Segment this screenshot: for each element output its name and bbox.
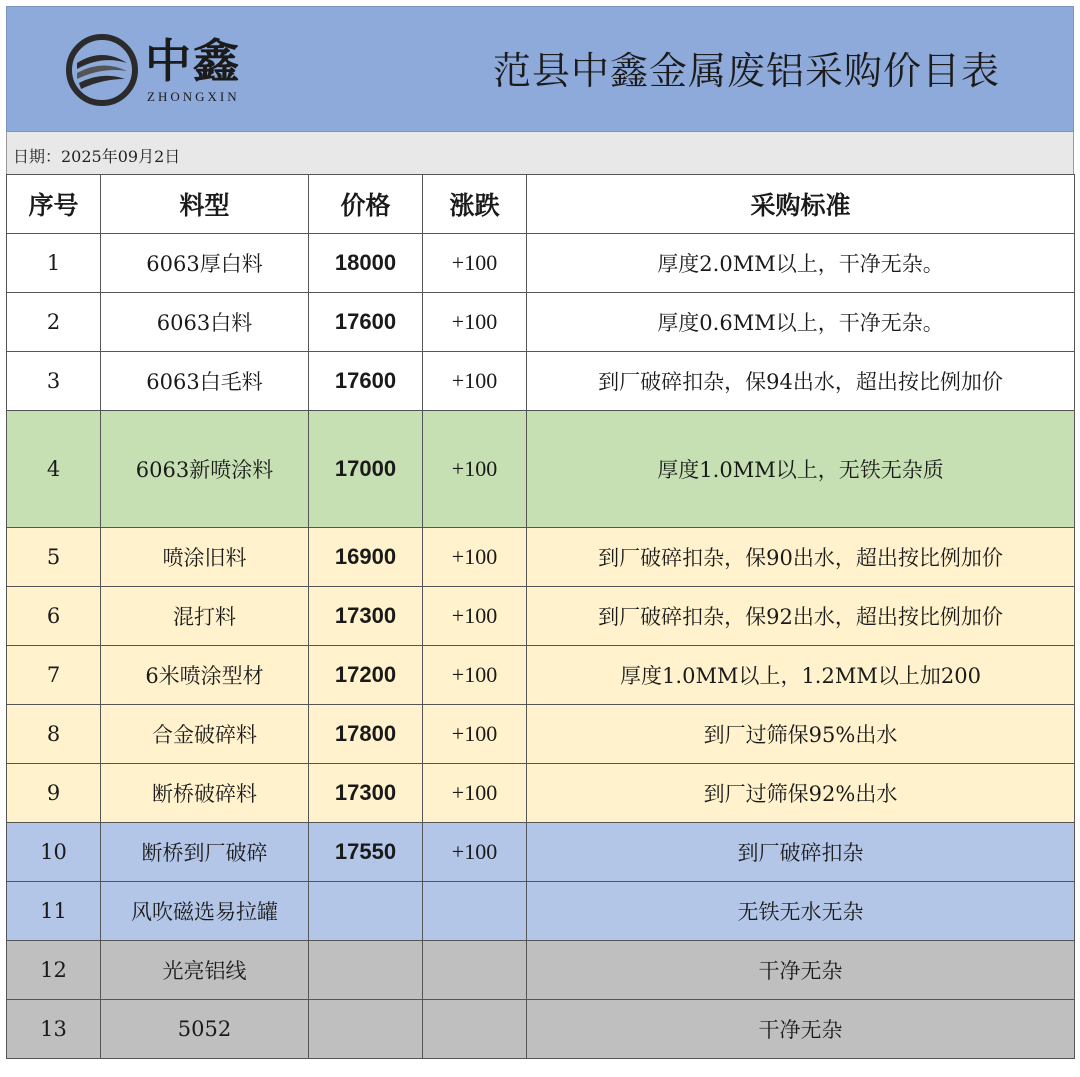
cell-material: 6063白毛料	[101, 352, 309, 411]
cell-price: 17000	[309, 411, 423, 528]
cell-price: 17300	[309, 764, 423, 823]
cell-change: +100	[423, 352, 527, 411]
sheet-header	[6, 6, 1074, 132]
table-row	[7, 764, 1075, 823]
table-row	[7, 646, 1075, 705]
cell-material: 断桥到厂破碎	[101, 823, 309, 882]
cell-standard: 厚度1.0MM以上，无铁无杂质	[527, 411, 1075, 528]
cell-standard: 到厂过筛保92%出水	[527, 764, 1075, 823]
cell-change: +100	[423, 646, 527, 705]
table-row	[7, 411, 1075, 528]
cell-standard: 干净无杂	[527, 1000, 1075, 1059]
table-row	[7, 528, 1075, 587]
cell-change: +100	[423, 528, 527, 587]
cell-price: 17550	[309, 823, 423, 882]
cell-material: 断桥破碎料	[101, 764, 309, 823]
cell-price: 18000	[309, 234, 423, 293]
cell-price: 17600	[309, 293, 423, 352]
cell-standard: 厚度2.0MM以上，干净无杂。	[527, 234, 1075, 293]
cell-no: 4	[7, 411, 101, 528]
cell-standard: 到厂过筛保95%出水	[527, 705, 1075, 764]
date-label: 日期：2025年09月2日	[13, 147, 181, 166]
cell-price: 17300	[309, 587, 423, 646]
column-header-price: 价格	[309, 175, 423, 234]
column-header-change: 涨跌	[423, 175, 527, 234]
cell-no: 8	[7, 705, 101, 764]
cell-material: 混打料	[101, 587, 309, 646]
cell-no: 11	[7, 882, 101, 941]
page-title: 范县中鑫金属废铝采购价目表	[493, 49, 1001, 93]
logo-english-text: ZHONGXIN	[147, 89, 240, 104]
table-header-row	[7, 175, 1075, 234]
cell-price: 17800	[309, 705, 423, 764]
cell-change: +100	[423, 293, 527, 352]
cell-material: 6米喷涂型材	[101, 646, 309, 705]
cell-price: 17200	[309, 646, 423, 705]
cell-standard: 厚度1.0MM以上，1.2MM以上加200	[527, 646, 1075, 705]
zhongxin-logo-icon	[65, 33, 139, 107]
table-row	[7, 705, 1075, 764]
table-row	[7, 823, 1075, 882]
column-header-standard: 采购标准	[527, 175, 1075, 234]
cell-no: 9	[7, 764, 101, 823]
cell-price: 16900	[309, 528, 423, 587]
cell-change: +100	[423, 823, 527, 882]
cell-standard: 干净无杂	[527, 941, 1075, 1000]
cell-change: +100	[423, 411, 527, 528]
table-row	[7, 234, 1075, 293]
cell-change	[423, 941, 527, 1000]
cell-no: 5	[7, 528, 101, 587]
cell-no: 2	[7, 293, 101, 352]
cell-change: +100	[423, 587, 527, 646]
cell-no: 12	[7, 941, 101, 1000]
cell-standard: 无铁无水无杂	[527, 882, 1075, 941]
cell-standard: 到厂破碎扣杂，保90出水，超出按比例加价	[527, 528, 1075, 587]
cell-standard: 到厂破碎扣杂，保94出水，超出按比例加价	[527, 352, 1075, 411]
cell-standard: 厚度0.6MM以上，干净无杂。	[527, 293, 1075, 352]
cell-change: +100	[423, 705, 527, 764]
table-row	[7, 1000, 1075, 1059]
cell-price	[309, 882, 423, 941]
price-table	[6, 174, 1075, 1059]
cell-no: 1	[7, 234, 101, 293]
cell-material: 6063厚白料	[101, 234, 309, 293]
price-sheet	[6, 6, 1074, 1072]
cell-material: 合金破碎料	[101, 705, 309, 764]
table-row	[7, 352, 1075, 411]
date-row	[6, 132, 1074, 174]
cell-no: 13	[7, 1000, 101, 1059]
cell-price	[309, 941, 423, 1000]
cell-material: 喷涂旧料	[101, 528, 309, 587]
cell-material: 风吹磁选易拉罐	[101, 882, 309, 941]
table-row	[7, 882, 1075, 941]
cell-no: 3	[7, 352, 101, 411]
logo-chinese-text: 中鑫	[145, 34, 241, 88]
cell-material: 5052	[101, 1000, 309, 1059]
cell-price: 17600	[309, 352, 423, 411]
cell-no: 10	[7, 823, 101, 882]
cell-no: 6	[7, 587, 101, 646]
table-row	[7, 941, 1075, 1000]
cell-standard: 到厂破碎扣杂	[527, 823, 1075, 882]
cell-change	[423, 1000, 527, 1059]
table-row	[7, 587, 1075, 646]
cell-change: +100	[423, 234, 527, 293]
table-row	[7, 293, 1075, 352]
cell-material: 光亮铝线	[101, 941, 309, 1000]
cell-change	[423, 882, 527, 941]
cell-material: 6063新喷涂料	[101, 411, 309, 528]
company-logo	[65, 29, 245, 113]
column-header-no: 序号	[7, 175, 101, 234]
cell-no: 7	[7, 646, 101, 705]
cell-material: 6063白料	[101, 293, 309, 352]
cell-change: +100	[423, 764, 527, 823]
cell-price	[309, 1000, 423, 1059]
cell-standard: 到厂破碎扣杂，保92出水，超出按比例加价	[527, 587, 1075, 646]
column-header-material: 料型	[101, 175, 309, 234]
